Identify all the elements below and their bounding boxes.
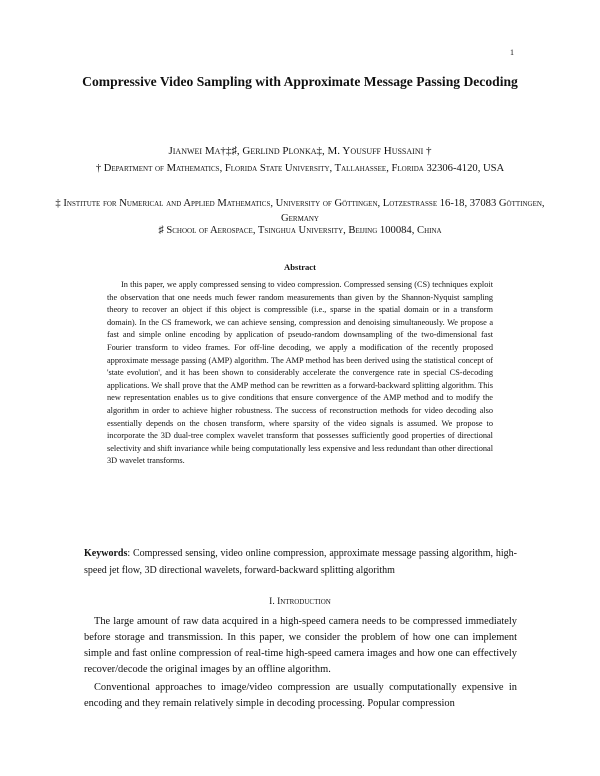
affiliation-3: ♯ School of Aerospace, Tsinghua University, Beijing 100084, China [158, 225, 442, 236]
section-heading-introduction: I. Introduction [269, 597, 331, 607]
affiliation-2: ‡ Institute for Numerical and Applied Mathematics, University of Göttingen, Lotzestrasse 16-18, 37083 Göttingen, Germany [55, 198, 545, 224]
affiliation-1: † Department of Mathematics, Florida State University, Tallahassee, Florida 32306-4120, USA [95, 163, 505, 174]
author-list: Jianwei Ma†‡♯, Gerlind Plonka‡, M. Yousuff Hussaini † [168, 145, 432, 157]
keywords [84, 545, 517, 579]
intro-paragraph: The large amount of raw data acquired in a high-speed camera needs to be compressed immediately before storage and transmission. In this paper, we consider the problem of how one can implement simple and fast online compression of real-time high-speed camera images and how one can effectively recover/decode the original images by an offline algorithm. [84, 616, 517, 675]
keywords-label: Keywords [84, 548, 128, 559]
intro-paragraph: Conventional approaches to image/video compression are usually computationally expensive in encoding and they remain relatively simple in decoding processing. Popular compression [84, 682, 517, 709]
abstract-text: In this paper, we apply compressed sensing to video compression. Compressed sensing (CS) techniques exploit the observation that one needs much fewer random measurements than given by the Shannon-Nyquist sampling theory to recover an object if this object is compressible (i.e., sparse in the spatial domain or in a transform domain). In the CS framework, we can achieve sensing, compression and denoising simultaneously. We propose a fast and simple online encoding by application of pseudo-random downsampling of the two-dimensional fast Fourier transform to video frames. For off-line decoding, we apply a modification of the recently proposed approximate message passing (AMP) algorithm. The AMP method has been derived using the statistical concept of 'state evolution', and it has been shown to considerably accelerate the convergence rate in special CS-decoding applications. We shall prove that the AMP method can be rewritten as a forward-backward splitting algorithm. This new representation enables us to give conditions that ensure convergence of the AMP method and to modify the algorithm in order to achieve higher robustness. The success of reconstruction methods for video decoding also essentially depends on the chosen transform, where sparsity of the video signals is assumed. We propose to incorporate the 3D dual-tree complex wavelet transform that possesses sufficiently good properties of directional selectivity and shift invariance while being computationally less expensive and less redundant than other directional 3D wavelet transforms. [107, 280, 493, 466]
paper-title: Compressive Video Sampling with Approximate Message Passing Decoding [82, 74, 518, 89]
abstract-heading: Abstract [284, 262, 316, 272]
page-number: 1 [510, 48, 514, 57]
keywords-text: : Compressed sensing, video online compression, approximate message passing algorithm, high-speed jet flow, 3D directional wavelets, forward-backward splitting algorithm [84, 548, 517, 576]
